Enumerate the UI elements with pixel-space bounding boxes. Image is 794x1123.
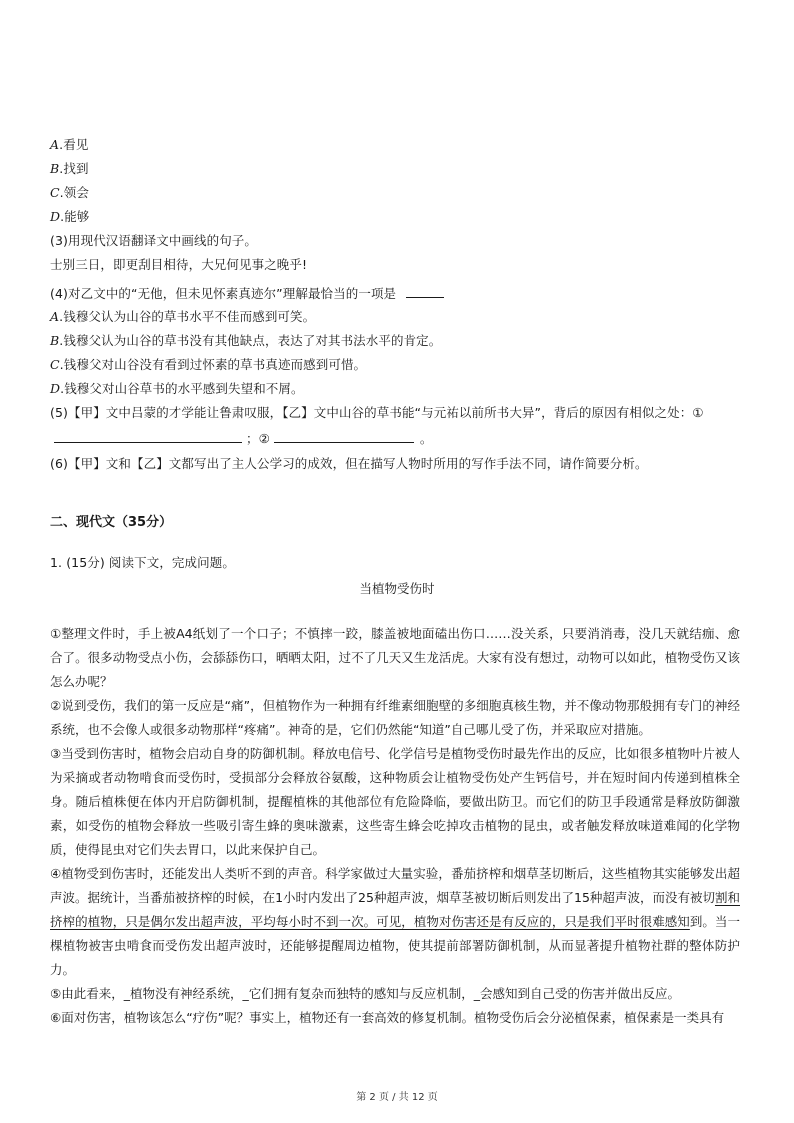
option-b (50, 161, 89, 177)
article-paragraph-3: ③当受到伤害时，植物会启动自身的防御机制。释放电信号、化学信号是植物受伤时最先作出的反应，比如很多植物叶片被人为采摘或者动物啃食而受伤时，受损部分会释放谷氨酸，这种物质会让植物受伤处产生钙信号，并在短时间内传递到植株全身。随后植株便在体内开启防御机制，提醒植株的其他部位有危险降临，要做出防卫。而它们的防卫手段通常是释放防御激素，如受伤的植物会释放一些吸引寄生蜂的奥味激素，这些寄生蜂会吃掉攻击植物的昆虫，或者触发释放味道难闻的化学物质，使得昆虫对它们失去胃口，以此来保护自己。 (50, 746, 740, 857)
option-text: .钱穆父认为山谷的草书没有其他缺点，表达了对其书法水平的肯定。 (59, 333, 442, 348)
option-letter: C (50, 357, 60, 372)
option-text: .找到 (59, 161, 89, 176)
underlined-sentence: 割和挤榨的植物，只是偶尔发出超声波，平均每小时不到一次。可见，植物对伤害还是有反应的，只是我们平时很难感知 (50, 890, 740, 929)
question-1-prompt: 1. (15分) 阅读下文，完成问题。 (50, 555, 235, 570)
option-c (50, 357, 366, 373)
option-a (50, 309, 315, 325)
option-text: .钱穆父对山谷没有看到过怀素的草书真迹而感到可惜。 (59, 357, 367, 372)
blank-end: 。 (419, 431, 433, 446)
section-title: 二、现代文（35分） (50, 515, 173, 530)
article-paragraph-1: ①整理文件时，手上被A4纸划了一个口子；不慎摔一跤，膝盖被地面磕出伤口……没关系，只要消消毒，没几天就结痂、愈合了。很多动物受点小伤，会舔舔伤口，晒晒太阳，过不了几天又生龙活虎。大家有没有想过，动物可以如此，植物受伤又该怎么办呢？ (50, 626, 740, 689)
question-3-prompt: (3)用现代汉语翻译文中画线的句子。 (50, 233, 258, 248)
option-text: .钱穆父对山谷草书的水平感到失望和不屑。 (60, 381, 304, 396)
option-a (50, 137, 88, 153)
page-footer: 第 2 页 / 共 12 页 (356, 1092, 438, 1103)
option-text: .能够 (60, 209, 90, 224)
paragraph-4-text-a: ④植物受到伤害时，还能发出人类听不到的声音。科学家做过大量实验，番茄挤榨和烟草茎切断后，这些植物其实能够发出超声波。据统计，当番茄被挤榨的时候，在1小时内发出了25种超声波，烟草茎被切断后则发出了15种超声波，而没有被切 (50, 866, 740, 905)
question-4-prompt (50, 285, 444, 302)
option-text: .看见 (59, 137, 89, 152)
option-b (50, 333, 441, 349)
answer-blank[interactable] (406, 285, 444, 298)
option-text: .钱穆父认为山谷的草书水平不佳而感到可笑。 (59, 309, 316, 324)
article-paragraph-4 (50, 862, 740, 982)
blank-separator: ；② (246, 431, 270, 446)
article-title: 当植物受伤时 (359, 581, 435, 596)
article-paragraph-6: ⑥面对伤害，植物该怎么“疗伤”呢？事实上，植物还有一套高效的修复机制。植物受伤后会分泌植保素，植保素是一类具有 (50, 1010, 725, 1025)
option-text: .领会 (59, 185, 89, 200)
paragraph-4-text-b: 到。当一棵植物被害虫啃食而受伤发出超声波时，还能够提醒周边植物，使其提前部署防御机制，从而显著提升植物社群的整体防护力。 (50, 914, 740, 977)
option-letter: C (50, 185, 60, 200)
option-letter: D (50, 209, 61, 224)
question-4-text: (4)对乙文中的“无他，但未见怀素真迹尔”理解最恰当的一项是 (50, 286, 397, 301)
question-5-blanks (54, 430, 433, 447)
question-5-prompt: (5)【甲】文中吕蒙的才学能让鲁肃叹服，【乙】文中山谷的草书能“与元祐以前所书大异”，背后的原因有相似之处：① (50, 405, 704, 420)
option-letter: A (50, 137, 60, 152)
question-3-sentence: 士别三日，即更刮目相待，大兄何见事之晚乎! (50, 257, 308, 272)
option-letter: D (50, 381, 61, 396)
question-6-prompt: (6)【甲】文和【乙】文都写出了主人公学习的成效，但在描写人物时所用的写作手法不同，请作简要分析。 (50, 456, 648, 471)
option-letter: A (50, 309, 60, 324)
option-d (50, 209, 89, 225)
answer-blank-1[interactable] (54, 430, 242, 443)
article-paragraph-2: ②说到受伤，我们的第一反应是“痛”，但植物作为一种拥有纤维素细胞壁的多细胞真核生物，并不像动物那般拥有专门的神经系统，也不会像人或很多动物那样“疼痛”。神奇的是，它们仍然能“知道”自己哪儿受了伤，并采取应对措施。 (50, 698, 740, 737)
answer-blank-2[interactable] (274, 430, 414, 443)
option-letter: B (50, 161, 60, 176)
option-c (50, 185, 89, 201)
option-letter: B (50, 333, 60, 348)
article-paragraph-5: ⑤由此看来，_植物没有神经系统，_它们拥有复杂而独特的感知与反应机制，_会感知到自己受的伤害并做出反应。 (50, 986, 680, 1001)
option-d (50, 381, 304, 397)
